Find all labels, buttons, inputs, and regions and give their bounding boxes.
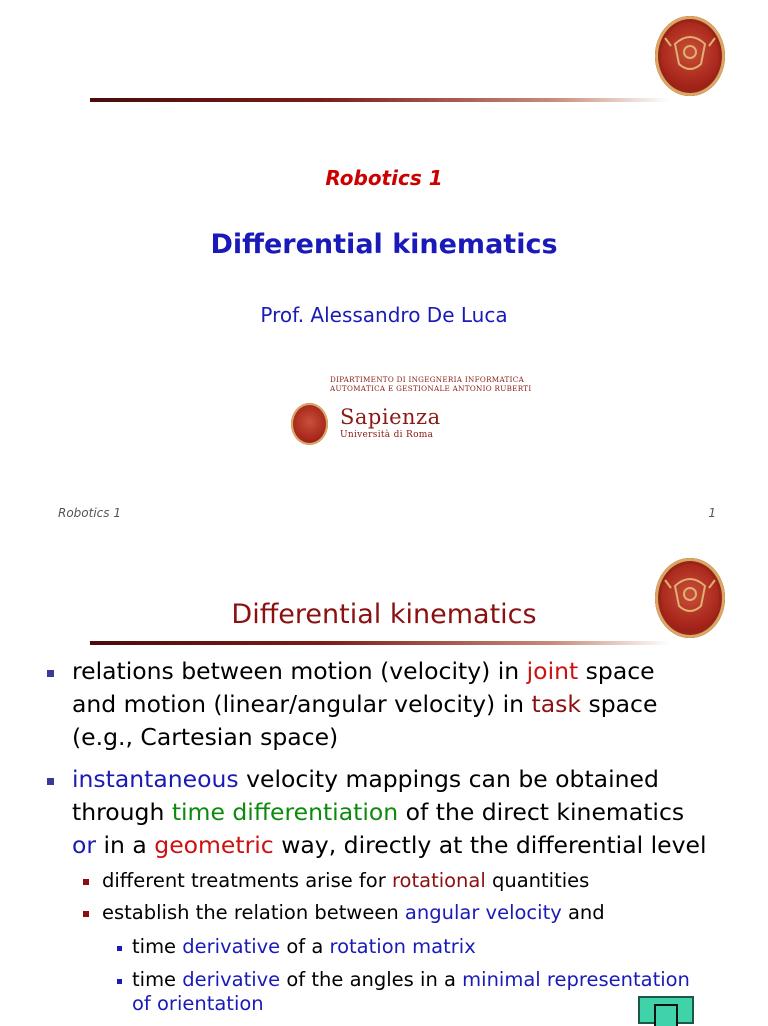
text: different treatments arise for bbox=[102, 869, 392, 892]
text: of the direct kinematics bbox=[398, 798, 685, 826]
bullet-2-line-1 bbox=[72, 763, 752, 796]
page-number: 1 bbox=[708, 506, 716, 520]
bullet-1-line-1 bbox=[72, 655, 752, 688]
highlight-angular-velocity: angular velocity bbox=[404, 901, 562, 924]
text: and motion (linear/angular velocity) in bbox=[72, 690, 532, 718]
department-line-1: DIPARTIMENTO DI INGEGNERIA INFORMATICA bbox=[330, 375, 525, 384]
highlight-time-differentiation: time differentiation bbox=[171, 798, 399, 826]
text: space bbox=[581, 690, 658, 718]
bullet-2 bbox=[72, 763, 752, 862]
bullet-1-line-3: (e.g., Cartesian space) bbox=[72, 723, 339, 751]
next-page-icon bbox=[654, 1004, 678, 1026]
bullet-2-line-3 bbox=[72, 829, 752, 862]
highlight-rotation-matrix: rotation matrix bbox=[329, 935, 476, 958]
bullet-1-line-2 bbox=[72, 688, 752, 721]
sub-sub-bullet-2-line-2: of orientation bbox=[132, 992, 264, 1015]
text: of the angles in a bbox=[280, 968, 463, 991]
highlight-or: or bbox=[72, 831, 97, 859]
highlight-instantaneous: instantaneous bbox=[72, 765, 239, 793]
department-name bbox=[330, 375, 532, 393]
highlight-task: task bbox=[531, 690, 582, 718]
bullet-marker bbox=[47, 670, 54, 677]
highlight-rotational: rotational bbox=[391, 869, 486, 892]
highlight-joint: joint bbox=[526, 657, 579, 685]
next-page-button[interactable] bbox=[638, 996, 694, 1024]
slide-title: Differential kinematics bbox=[210, 229, 558, 260]
text: establish the relation between bbox=[102, 901, 405, 924]
footer-course: Robotics 1 bbox=[58, 506, 121, 520]
sub-bullet-marker bbox=[83, 911, 89, 917]
bullet-1 bbox=[72, 655, 752, 754]
bullet-2-line-2 bbox=[72, 796, 752, 829]
sub-sub-bullet-1 bbox=[132, 933, 732, 961]
content-header-rule bbox=[90, 641, 670, 645]
text: time bbox=[132, 935, 183, 958]
text: in a bbox=[96, 831, 155, 859]
sub-sub-bullet-marker bbox=[117, 946, 122, 951]
text: time bbox=[132, 968, 183, 991]
sub-bullet-2 bbox=[102, 900, 742, 926]
department-line-2: AUTOMATICA E GESTIONALE ANTONIO RUBERTI bbox=[330, 384, 532, 393]
header-rule bbox=[90, 98, 670, 102]
bullet-marker bbox=[47, 778, 54, 785]
text: through bbox=[72, 798, 172, 826]
highlight-derivative: derivative bbox=[182, 968, 281, 991]
highlight-derivative: derivative bbox=[182, 935, 281, 958]
highlight-geometric: geometric bbox=[154, 831, 274, 859]
sapienza-logo-seal-icon bbox=[291, 403, 328, 445]
course-subtitle: Robotics 1 bbox=[325, 166, 443, 190]
highlight-minimal-representation: minimal representation bbox=[462, 968, 690, 991]
sub-bullet-marker bbox=[83, 879, 89, 885]
sapienza-seal-icon bbox=[655, 16, 725, 96]
slide-separator bbox=[0, 536, 768, 544]
sapienza-logo-name: Sapienza bbox=[340, 405, 441, 429]
sapienza-logo-university: Università di Roma bbox=[340, 430, 434, 440]
sub-sub-bullet-marker bbox=[117, 979, 122, 984]
text: of a bbox=[280, 935, 330, 958]
text: quantities bbox=[485, 869, 590, 892]
text: velocity mappings can be obtained bbox=[238, 765, 659, 793]
text: space bbox=[578, 657, 655, 685]
author: Prof. Alessandro De Luca bbox=[260, 303, 508, 327]
text: relations between motion (velocity) in bbox=[72, 657, 527, 685]
content-slide-title: Differential kinematics bbox=[231, 599, 537, 630]
sub-bullet-1 bbox=[102, 868, 742, 894]
text: way, directly at the differential level bbox=[273, 831, 707, 859]
text: and bbox=[561, 901, 605, 924]
